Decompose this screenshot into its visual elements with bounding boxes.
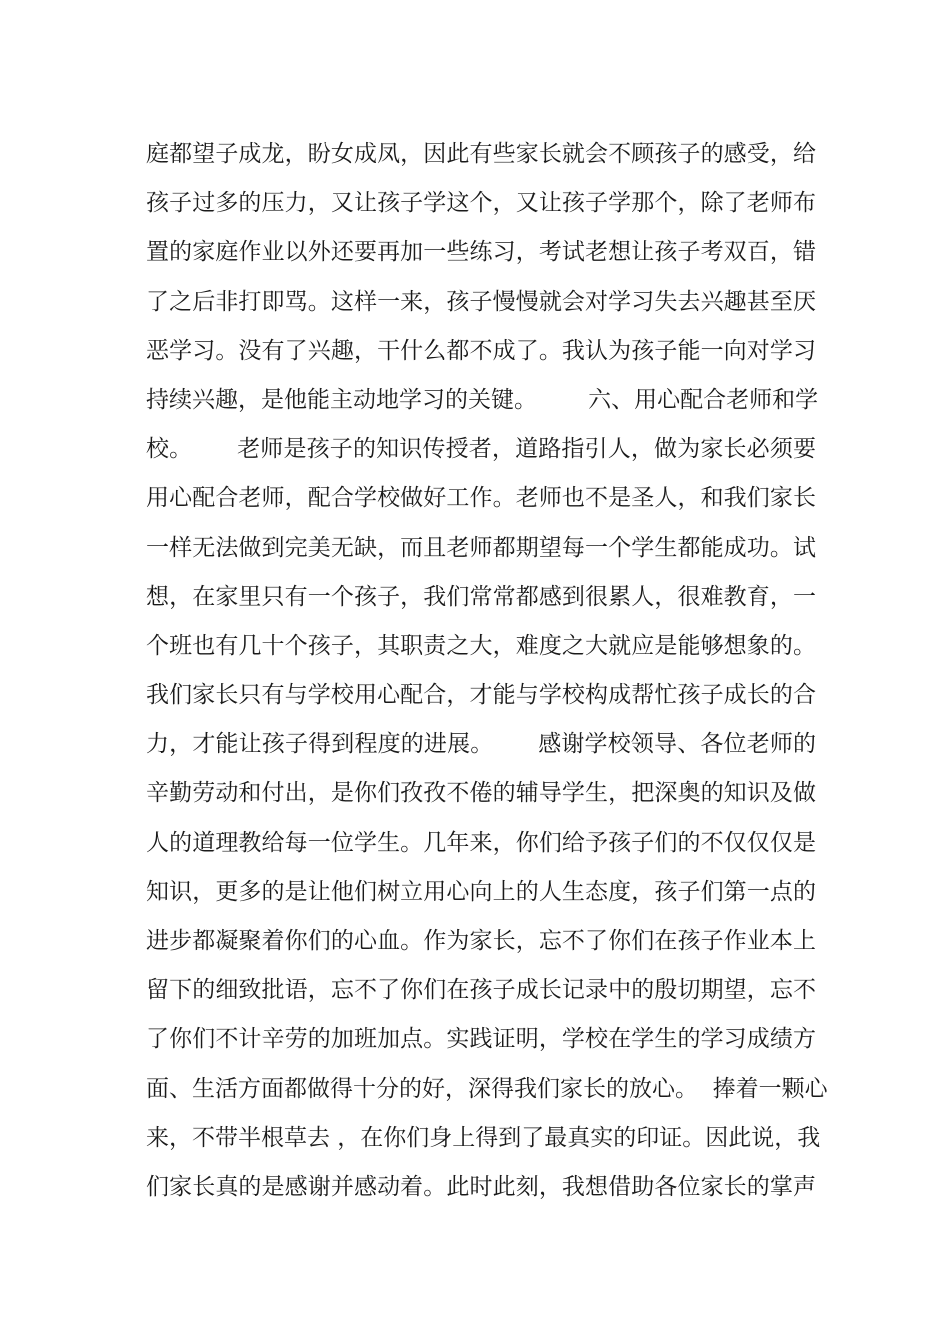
text-line: 一样无法做到完美无缺，而且老师都期望每一个学生都能成功。试: [146, 534, 816, 561]
text-line: 置的家庭作业以外还要再加一些练习，考试老想让孩子考双百，错: [146, 239, 816, 266]
text-line: 校。 老师是孩子的知识传授者，道路指引人，做为家长必须要: [146, 436, 816, 463]
text-line: 力，才能让孩子得到程度的进展。 感谢学校领导、各位老师的: [146, 731, 816, 758]
text-line: 了之后非打即骂。这样一来，孩子慢慢就会对学习失去兴趣甚至厌: [146, 288, 816, 315]
text-line: 想，在家里只有一个孩子，我们常常都感到很累人，很难教育，一: [146, 583, 816, 610]
text-line: 用心配合老师，配合学校做好工作。老师也不是圣人，和我们家长: [146, 485, 816, 512]
text-line: 留下的细致批语，忘不了你们在孩子成长记录中的殷切期望，忘不: [146, 977, 816, 1004]
text-line: 了你们不计辛劳的加班加点。实践证明，学校在学生的学习成绩方: [146, 1026, 816, 1053]
body-text: [146, 130, 828, 1212]
text-line: 辛勤劳动和付出，是你们孜孜不倦的辅导学生，把深奥的知识及做: [146, 780, 816, 807]
text-line: 庭都望子成龙，盼女成凤，因此有些家长就会不顾孩子的感受，给: [146, 141, 816, 167]
text-line: 进步都凝聚着你们的心血。作为家长，忘不了你们在孩子作业本上: [146, 928, 816, 954]
text-line: 来，不带半根草去 ，在你们身上得到了最真实的印证。因此说，我: [146, 1124, 821, 1151]
text-line: 知识，更多的是让他们树立用心向上的人生态度，孩子们第一点的: [146, 878, 816, 905]
text-line: 个班也有几十个孩子，其职责之大，难度之大就应是能够想象的。: [146, 632, 816, 659]
text-line: 孩子过多的压力，又让孩子学这个，又让孩子学那个，除了老师布: [146, 190, 816, 217]
text-line: 持续兴趣，是他能主动地学习的关键。 六、用心配合老师和学: [146, 386, 819, 413]
text-line: 人的道理教给每一位学生。几年来，你们给予孩子们的不仅仅仅是: [146, 829, 816, 856]
text-line: 们家长真的是感谢并感动着。此时此刻，我想借助各位家长的掌声: [146, 1173, 816, 1200]
text-line: 恶学习。没有了兴趣，干什么都不成了。我认为孩子能一向对学习: [146, 337, 816, 364]
text-line: 我们家长只有与学校用心配合，才能与学校构成帮忙孩子成长的合: [146, 682, 816, 709]
text-line: 面、生活方面都做得十分的好，深得我们家长的放心。 捧着一颗心: [146, 1075, 828, 1102]
